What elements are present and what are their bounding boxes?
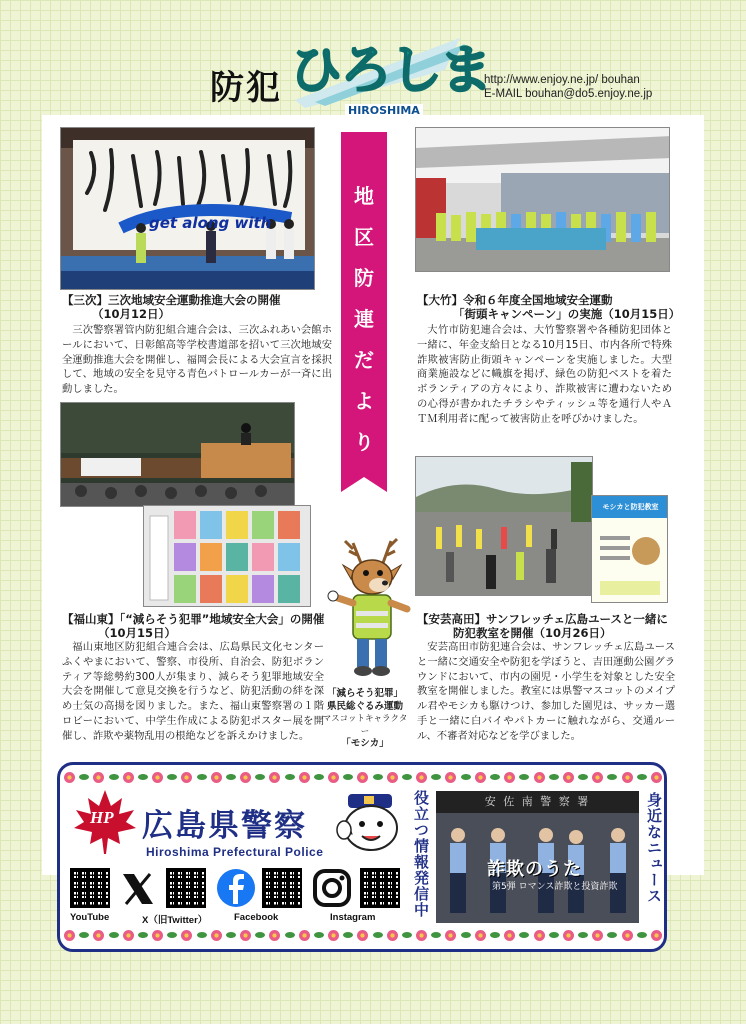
youtube-qr-code[interactable] — [70, 868, 110, 908]
brand-hiragana: ひろしま — [290, 41, 491, 101]
news-video-subtitle: 第5弾 ロマンス詐欺と投資詐欺 — [492, 882, 618, 892]
instagram-logo-icon[interactable] — [312, 868, 352, 908]
article-otake-body: 大竹市防犯連合会は、大竹警察署や各種防犯団体と一緒に、年金支給日となる10月15日、市内各所で特殊詐欺被害防止街頭キャンペーンを実施しました。大型商業施設などに幟旗を掲げ、緑色の防犯ベストを着たボランティアの方々により、詐欺被害に遭わないための心得が書かれたチラシやティッシュ等を通行人やＡＴＭ利用者に配って被害防止を呼びかけました。 — [417, 324, 672, 425]
contact-info — [484, 73, 652, 101]
mascot-caption-line4: 「モシカ」 — [341, 738, 389, 749]
mascot-caption-line1: 「減らそう犯罪」 — [326, 688, 403, 699]
district-news-banner-text — [341, 180, 387, 455]
moshika-mascot-icon — [323, 535, 418, 685]
brand-romaji: HIROSHIMA — [345, 104, 423, 117]
article-miyoshi-title-line2: （10月12日） — [92, 307, 171, 321]
mascot-caption-line3: マスコットキャラクター — [322, 714, 408, 737]
police-title: 広島県警察 — [142, 808, 307, 844]
photo-miyoshi-calligraphy — [60, 127, 315, 290]
photo-akitakata-poster — [591, 495, 668, 603]
photo-akitakata-poster-scene — [592, 496, 668, 603]
banner-char-6: よ — [354, 389, 374, 413]
news-video-panel[interactable] — [436, 791, 639, 923]
article-miyoshi-title — [62, 293, 332, 321]
facebook-label[interactable]: Facebook — [234, 912, 279, 923]
flower-border-bottom — [64, 928, 662, 942]
email-address[interactable]: E-MAIL bouhan@do5.enjoy.ne.jp — [484, 88, 653, 100]
photo-otake-campaign — [415, 127, 670, 272]
article-akitakata-title-line2: 防犯教室を開催（10月26日） — [453, 626, 612, 640]
photo-fukuyama-posters — [143, 505, 311, 607]
instagram-qr-code[interactable] — [360, 868, 400, 908]
photo-otake-scene — [416, 128, 670, 272]
article-fukuyama-title — [62, 612, 332, 640]
facebook-logo-icon[interactable] — [216, 868, 256, 908]
article-otake-title-line1: 【大竹】令和６年度全国地域安全運動 — [417, 293, 613, 307]
article-akitakata-title — [417, 612, 682, 640]
article-miyoshi-body: 三次警察署管内防犯組合連合会は、三次ふれあい会館ホールにおいて、日彰館高等学校書道部を招いて三次地域安全運動推進大会を開催し、福岡会長による大会宣言を採択して、地域の安全を見守る青色パトロールカーが一斉に出動しました。 — [62, 324, 332, 396]
banner-char-3: 防 — [354, 266, 374, 290]
brand-kanji: 防犯 — [210, 68, 282, 108]
photo-akitakata-field — [415, 456, 593, 596]
article-fukuyama-body: 福山東地区防犯組合連合会は、広島県民文化センターふくやまにおいて、警察、市役所、自治会、防犯ボランティア等総勢約300人が集まり、減らそう犯罪地域安全大会を開催して意見交換を行うなど、防犯活動の絆を深め士気の高揚を図りました。また、福山東警察署の１階ロビーにおいて、中学生作成による防犯ポスター展を開催し、詐欺や薬物乱用の根絶などを訴えかけました。 — [62, 641, 324, 742]
news-vertical-text: 身近なニュース — [645, 792, 663, 904]
maple-logo-letters: HP — [90, 808, 114, 827]
youtube-label[interactable]: YouTube — [70, 912, 110, 923]
police-title-en: Hiroshima Prefectural Police — [146, 845, 324, 859]
instagram-label[interactable]: Instagram — [330, 912, 376, 923]
x-qr-code[interactable] — [166, 868, 206, 908]
facebook-qr-code[interactable] — [262, 868, 302, 908]
photo-fukuyama-hall — [60, 402, 295, 507]
article-otake-title — [417, 293, 682, 321]
flower-border-top — [64, 770, 662, 784]
mascot-caption-line2: 県民総ぐるみ運動 — [326, 700, 403, 712]
banner-char-5: だ — [354, 348, 374, 372]
info-vertical-text: 役立つ情報発信中 — [412, 790, 430, 918]
poster-title-text: モシカと防犯教室 — [602, 503, 659, 511]
banner-char-2: 区 — [354, 225, 374, 249]
article-otake-title-line2: 「街頭キャンペーン」の実施（10月15日） — [453, 307, 681, 321]
stage-banner-text: get along with — [149, 214, 272, 232]
police-mascot-icon — [334, 790, 408, 858]
banner-char-7: り — [354, 430, 374, 454]
photo-fukuyama-hall-scene — [61, 403, 295, 507]
article-akitakata-title-line1: 【安芸高田】サンフレッチェ広島ユースと一緒に — [417, 612, 668, 626]
mascot-caption — [319, 688, 411, 751]
website-url[interactable]: http://www.enjoy.ne.jp/ bouhan — [484, 74, 640, 86]
banner-char-1: 地 — [354, 184, 374, 208]
news-panel-header: 安 佐 南 警 察 署 — [436, 791, 639, 813]
article-miyoshi-title-line1: 【三次】三次地域安全運動推進大会の開催 — [62, 293, 281, 307]
article-fukuyama-title-line1: 【福山東】「“減らそう犯罪”地域安全大会」の開催 — [62, 612, 325, 626]
news-video-title: 詐欺のうた — [487, 859, 582, 880]
x-logo-icon[interactable] — [120, 872, 156, 906]
banner-char-4: 連 — [354, 307, 374, 331]
x-label[interactable]: X（旧Twitter） — [142, 915, 208, 926]
photo-akitakata-field-scene — [416, 457, 593, 596]
article-fukuyama-title-line2: （10月15日） — [98, 626, 177, 640]
article-akitakata-body: 安芸高田市防犯連合会は、サンフレッチェ広島ユースと一緒に交通安全や防犯を学ぼうと、吉田運動公園グラウンドにおいて、市内の園児・小学生を対象とした安全教室を開催しました。教室には県警マスコットのメイプル君やモシカも駆けつけ、参加した園児は、サッカー選手と一緒に白バイやパトカーに触れながら、交通ルール、不審者対応などを学びました。 — [417, 641, 675, 742]
photo-fukuyama-posters-scene — [144, 506, 311, 607]
photo-miyoshi-scene — [61, 128, 315, 290]
